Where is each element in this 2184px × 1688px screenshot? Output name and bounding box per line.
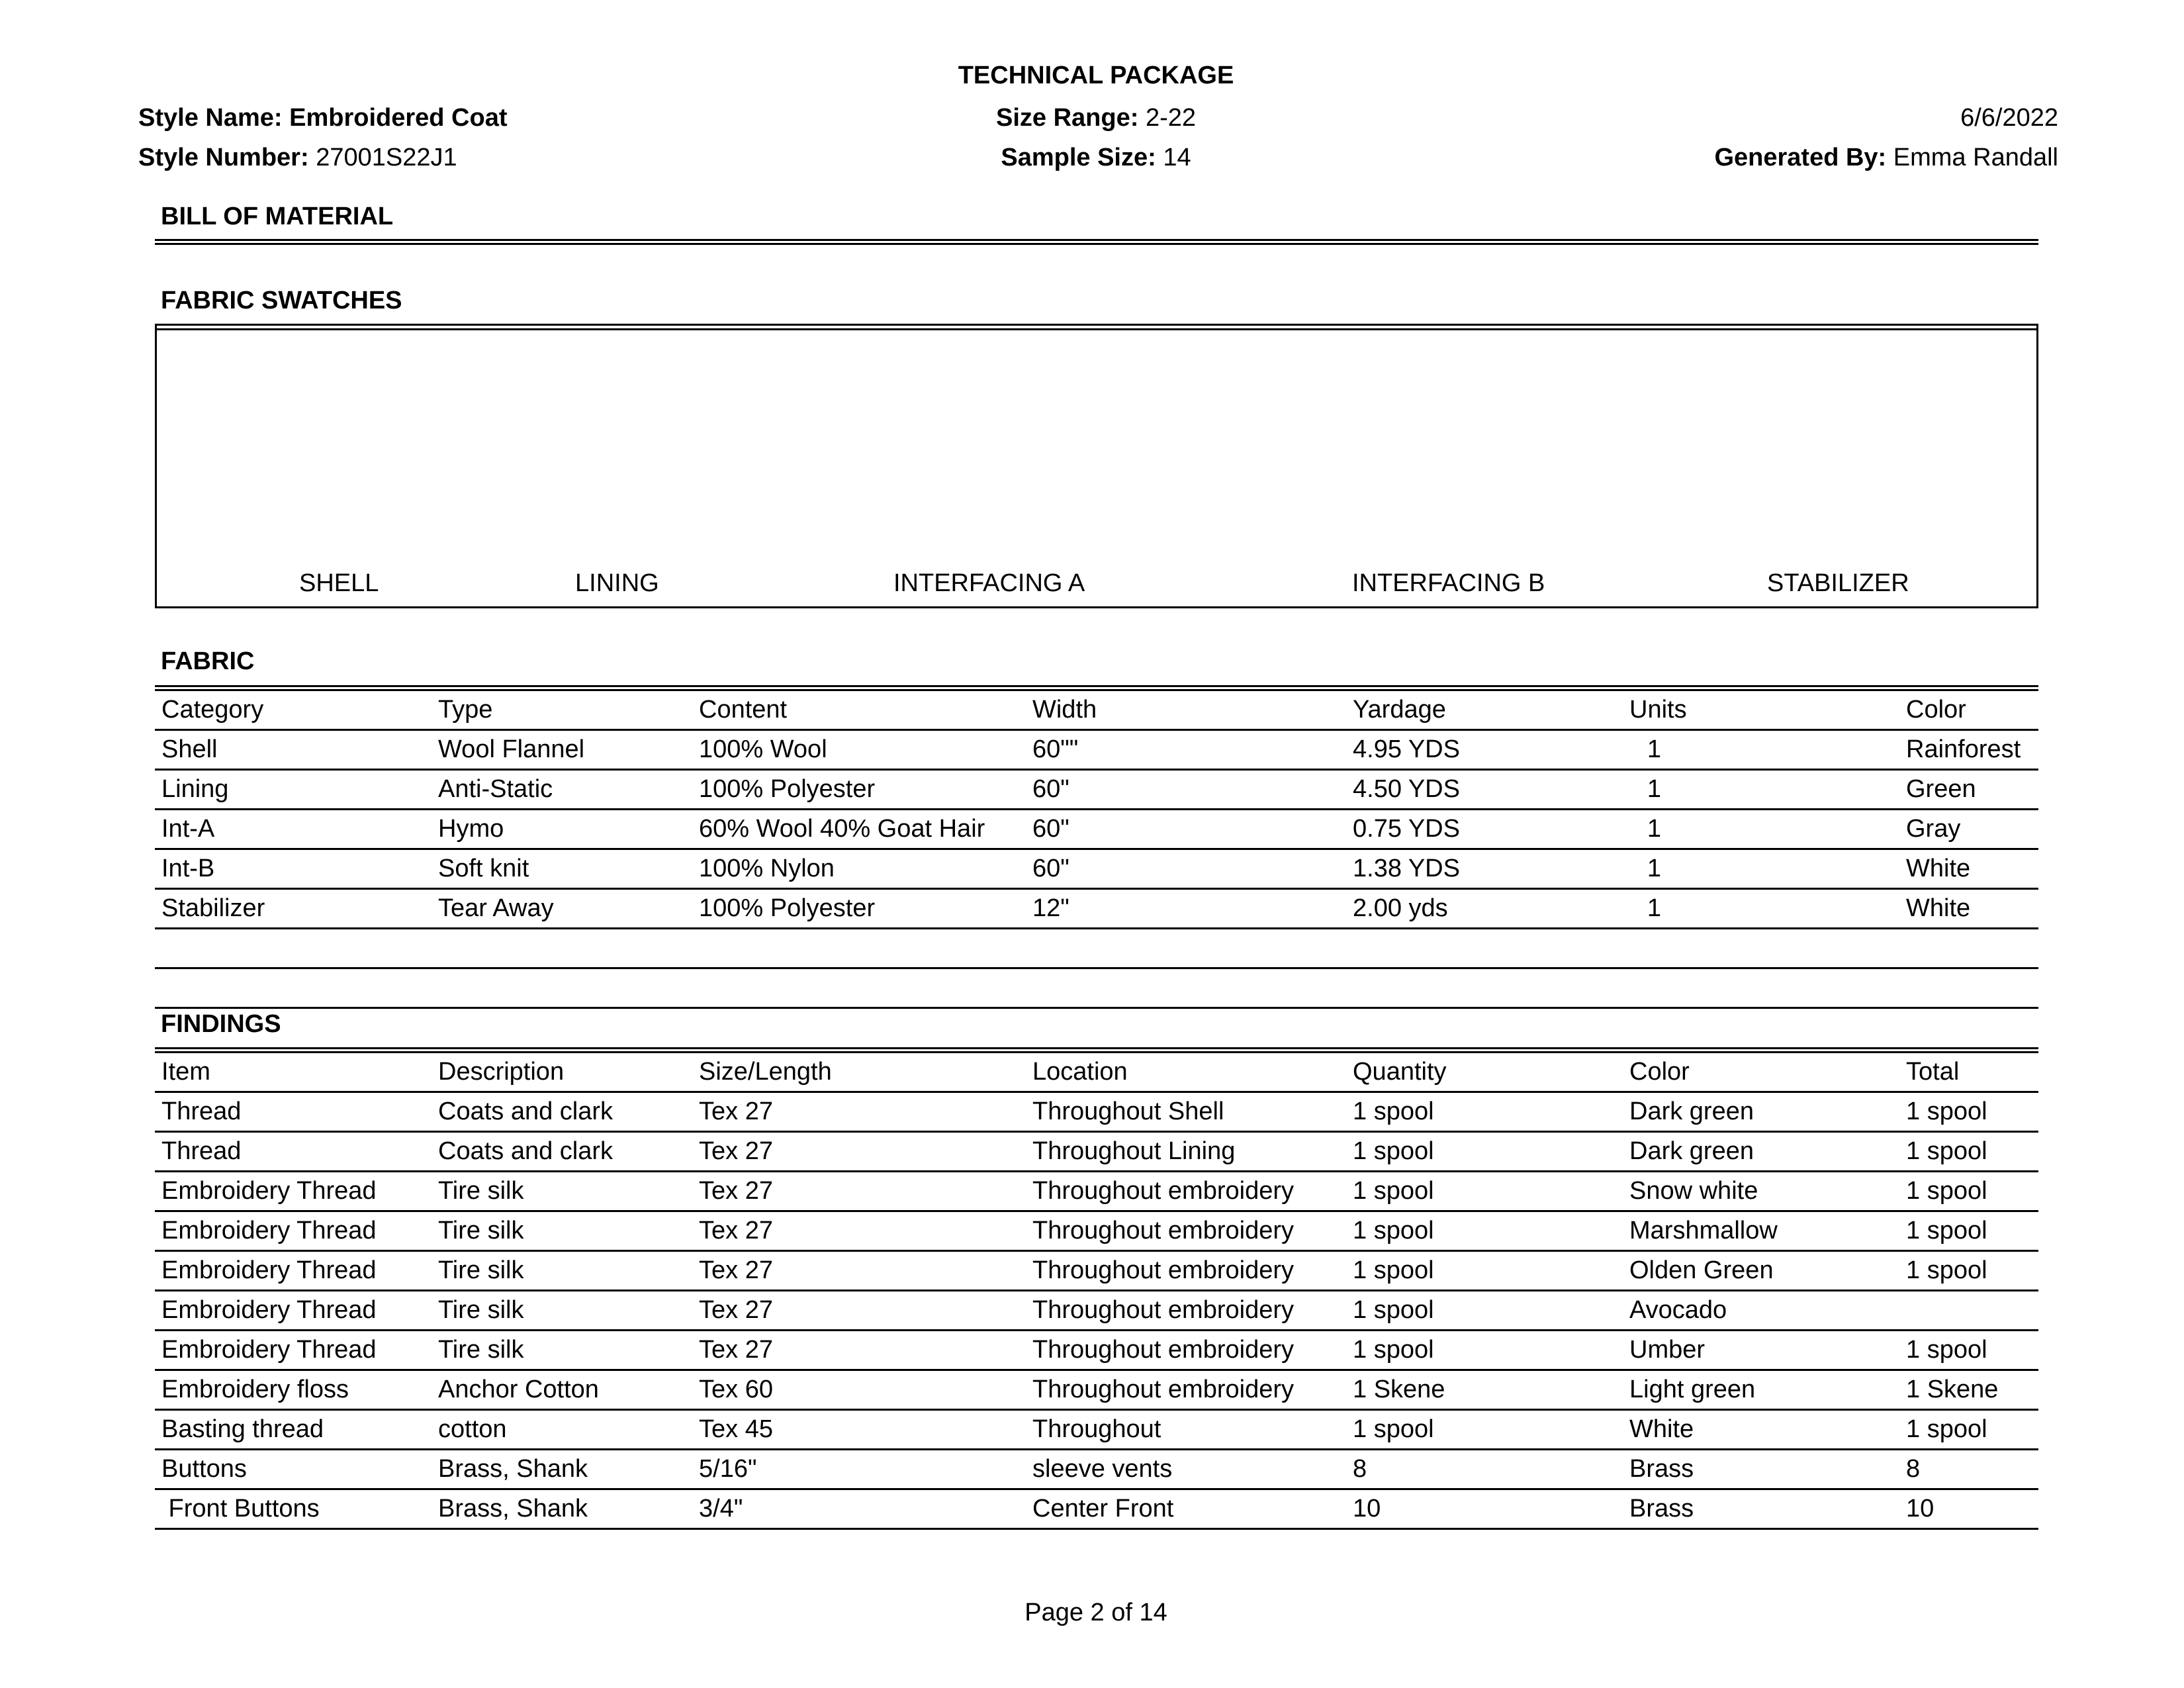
table-cell: Embroidery Thread [155, 1211, 432, 1251]
table-cell: Dark green [1623, 1092, 1899, 1132]
table-cell: 1.38 YDS [1346, 849, 1623, 889]
table-cell: 12" [1026, 889, 1346, 929]
findings-top-rule [155, 1007, 2038, 1009]
bom-divider [155, 239, 2038, 245]
table-cell: Lining [155, 770, 432, 810]
fabric-header-row [155, 691, 2038, 730]
table-cell: Tire silk [432, 1331, 692, 1370]
table-cell: 1 spool [1346, 1211, 1623, 1251]
fabric-col-units: Units [1623, 691, 1899, 730]
table-cell: Throughout [1026, 1410, 1346, 1450]
table-cell: Brass, Shank [432, 1450, 692, 1489]
table-cell: Stabilizer [155, 889, 432, 929]
table-cell: Throughout embroidery [1026, 1291, 1346, 1331]
table-cell: cotton [432, 1410, 692, 1450]
fabric-col-width: Width [1026, 691, 1346, 730]
table-cell: 60" [1026, 770, 1346, 810]
table-cell: Tire silk [432, 1251, 692, 1291]
table-cell [1899, 1291, 2038, 1331]
fabric-col-color: Color [1899, 691, 2038, 730]
table-row [155, 849, 2038, 889]
table-cell: Basting thread [155, 1410, 432, 1450]
table-cell: Rainforest [1899, 730, 2038, 770]
table-cell: Tire silk [432, 1291, 692, 1331]
table-row [155, 1450, 2038, 1489]
table-row [155, 1251, 2038, 1291]
table-cell: 100% Polyester [692, 770, 1026, 810]
table-cell: 1 spool [1346, 1331, 1623, 1370]
table-cell: Tear Away [432, 889, 692, 929]
table-cell: Tex 27 [692, 1092, 1026, 1132]
table-cell: Tire silk [432, 1211, 692, 1251]
swatches-title: FABRIC SWATCHES [161, 287, 402, 314]
date: 6/6/2022 [1960, 104, 2058, 132]
table-cell: Thread [155, 1132, 432, 1172]
generated-by-value: Emma Randall [1893, 144, 2058, 171]
findings-col-item: Item [155, 1053, 432, 1092]
fabric-bottom-rule [155, 967, 2038, 969]
table-cell: Thread [155, 1092, 432, 1132]
table-cell: Throughout embroidery [1026, 1251, 1346, 1291]
size-range [0, 102, 2184, 134]
table-cell: 1 spool [1346, 1251, 1623, 1291]
table-cell: Brass [1623, 1450, 1899, 1489]
table-row [155, 1092, 2038, 1132]
fabric-col-type: Type [432, 691, 692, 730]
swatch-label-interfacing-b: INTERFACING B [1352, 569, 1545, 597]
table-cell: 1 spool [1346, 1132, 1623, 1172]
findings-title: FINDINGS [161, 1010, 281, 1038]
style-number-value: 27001S22J1 [316, 144, 457, 171]
table-cell: 1 spool [1346, 1410, 1623, 1450]
table-cell: Throughout Lining [1026, 1132, 1346, 1172]
table-row [155, 1410, 2038, 1450]
table-cell: 1 spool [1899, 1132, 2038, 1172]
table-cell: Brass [1623, 1489, 1899, 1529]
findings-col-description: Description [432, 1053, 692, 1092]
table-cell: Tex 27 [692, 1172, 1026, 1211]
table-cell: Tire silk [432, 1172, 692, 1211]
table-cell: Int-B [155, 849, 432, 889]
table-cell: Tex 45 [692, 1410, 1026, 1450]
table-row [155, 730, 2038, 770]
table-cell: Embroidery floss [155, 1370, 432, 1410]
swatch-label-shell: SHELL [299, 569, 379, 597]
table-cell: Throughout embroidery [1026, 1172, 1346, 1211]
findings-col-total: Total [1899, 1053, 2038, 1092]
swatch-label-interfacing-a: INTERFACING A [893, 569, 1085, 597]
sample-size-value: 14 [1163, 144, 1191, 171]
table-cell: Hymo [432, 810, 692, 849]
table-cell: Embroidery Thread [155, 1331, 432, 1370]
table-row [155, 1291, 2038, 1331]
table-cell: 1 [1623, 889, 1899, 929]
findings-table [155, 1053, 2038, 1530]
table-cell: 1 spool [1899, 1211, 2038, 1251]
table-cell: Dark green [1623, 1132, 1899, 1172]
table-cell: 1 spool [1346, 1291, 1623, 1331]
table-cell: Front Buttons [155, 1489, 432, 1529]
table-cell: 1 spool [1899, 1331, 2038, 1370]
findings-col-location: Location [1026, 1053, 1346, 1092]
table-row [155, 1489, 2038, 1529]
table-row [155, 1211, 2038, 1251]
fabric-col-category: Category [155, 691, 432, 730]
page-number: Page 2 of 14 [1024, 1599, 1167, 1626]
table-cell: Buttons [155, 1450, 432, 1489]
table-cell: 10 [1346, 1489, 1623, 1529]
table-cell: Umber [1623, 1331, 1899, 1370]
table-cell: Embroidery Thread [155, 1172, 432, 1211]
table-cell: White [1899, 889, 2038, 929]
fabric-col-yardage: Yardage [1346, 691, 1623, 730]
table-row [155, 810, 2038, 849]
table-cell: Tex 27 [692, 1251, 1026, 1291]
table-cell: Int-A [155, 810, 432, 849]
table-cell: sleeve vents [1026, 1450, 1346, 1489]
table-cell: 2.00 yds [1346, 889, 1623, 929]
table-cell: 1 [1623, 770, 1899, 810]
style-number-label: Style Number: [138, 144, 309, 171]
table-cell: 1 spool [1899, 1092, 2038, 1132]
table-cell: 4.95 YDS [1346, 730, 1623, 770]
table-cell: 1 Skene [1899, 1370, 2038, 1410]
table-cell: 8 [1899, 1450, 2038, 1489]
table-cell: Marshmallow [1623, 1211, 1899, 1251]
table-cell: White [1899, 849, 2038, 889]
table-cell: White [1623, 1410, 1899, 1450]
table-cell: 1 Skene [1346, 1370, 1623, 1410]
table-row [155, 1370, 2038, 1410]
table-cell: Gray [1899, 810, 2038, 849]
table-cell: Tex 27 [692, 1331, 1026, 1370]
table-cell: Brass, Shank [432, 1489, 692, 1529]
sample-size-label: Sample Size: [1001, 144, 1156, 171]
table-cell: 100% Nylon [692, 849, 1026, 889]
table-cell: Green [1899, 770, 2038, 810]
generated-by-label: Generated By: [1714, 144, 1887, 171]
table-cell: Embroidery Thread [155, 1291, 432, 1331]
findings-col-color: Color [1623, 1053, 1899, 1092]
table-cell: 60% Wool 40% Goat Hair [692, 810, 1026, 849]
table-cell: 100% Wool [692, 730, 1026, 770]
style-name-label: Style Name: [138, 104, 283, 132]
table-cell: 8 [1346, 1450, 1623, 1489]
table-cell: Anti-Static [432, 770, 692, 810]
table-row [155, 770, 2038, 810]
swatch-label-lining: LINING [575, 569, 659, 597]
table-cell: Wool Flannel [432, 730, 692, 770]
findings-col-size-length: Size/Length [692, 1053, 1026, 1092]
findings-header-row [155, 1053, 2038, 1092]
table-cell: Tex 60 [692, 1370, 1026, 1410]
table-cell: 60" [1026, 810, 1346, 849]
fabric-table [155, 691, 2038, 929]
table-cell: Light green [1623, 1370, 1899, 1410]
table-cell: 1 [1623, 810, 1899, 849]
table-cell: Tex 27 [692, 1291, 1026, 1331]
table-cell: Coats and clark [432, 1132, 692, 1172]
table-cell: 1 spool [1346, 1172, 1623, 1211]
table-cell: Avocado [1623, 1291, 1899, 1331]
table-cell: 1 spool [1899, 1251, 2038, 1291]
table-cell: Anchor Cotton [432, 1370, 692, 1410]
table-cell: Center Front [1026, 1489, 1346, 1529]
table-cell: 4.50 YDS [1346, 770, 1623, 810]
size-range-label: Size Range: [995, 104, 1139, 132]
generated-by [1714, 142, 2058, 173]
findings-col-quantity: Quantity [1346, 1053, 1623, 1092]
table-row [155, 1172, 2038, 1211]
table-cell: Soft knit [432, 849, 692, 889]
table-cell: 1 [1623, 849, 1899, 889]
fabric-col-content: Content [692, 691, 1026, 730]
table-cell: Throughout Shell [1026, 1092, 1346, 1132]
table-cell: 1 spool [1899, 1172, 2038, 1211]
bom-title: BILL OF MATERIAL [161, 203, 394, 230]
table-cell: 5/16" [692, 1450, 1026, 1489]
table-cell: Tex 27 [692, 1132, 1026, 1172]
fabric-divider [155, 685, 2038, 691]
findings-divider [155, 1047, 2038, 1053]
table-cell: Tex 27 [692, 1211, 1026, 1251]
table-cell: 60"" [1026, 730, 1346, 770]
table-cell: Shell [155, 730, 432, 770]
table-cell: 0.75 YDS [1346, 810, 1623, 849]
table-cell: 10 [1899, 1489, 2038, 1529]
table-cell: Olden Green [1623, 1251, 1899, 1291]
table-cell: Snow white [1623, 1172, 1899, 1211]
style-name-value: Embroidered Coat [289, 104, 508, 132]
table-cell: 1 spool [1346, 1092, 1623, 1132]
table-row [155, 889, 2038, 929]
table-cell: 3/4" [692, 1489, 1026, 1529]
fabric-title: FABRIC [161, 647, 255, 675]
swatch-label-stabilizer: STABILIZER [1767, 569, 1909, 597]
table-cell: 60" [1026, 849, 1346, 889]
table-row [155, 1132, 2038, 1172]
size-range-value: 2-22 [1145, 104, 1196, 132]
table-cell: 1 spool [1899, 1410, 2038, 1450]
doc-title: TECHNICAL PACKAGE [958, 62, 1234, 89]
swatches-box [155, 324, 2038, 608]
table-cell: Throughout embroidery [1026, 1370, 1346, 1410]
table-cell: Throughout embroidery [1026, 1211, 1346, 1251]
table-cell: 100% Polyester [692, 889, 1026, 929]
table-row [155, 1331, 2038, 1370]
table-cell: 1 [1623, 730, 1899, 770]
table-cell: Coats and clark [432, 1092, 692, 1132]
table-cell: Embroidery Thread [155, 1251, 432, 1291]
table-cell: Throughout embroidery [1026, 1331, 1346, 1370]
